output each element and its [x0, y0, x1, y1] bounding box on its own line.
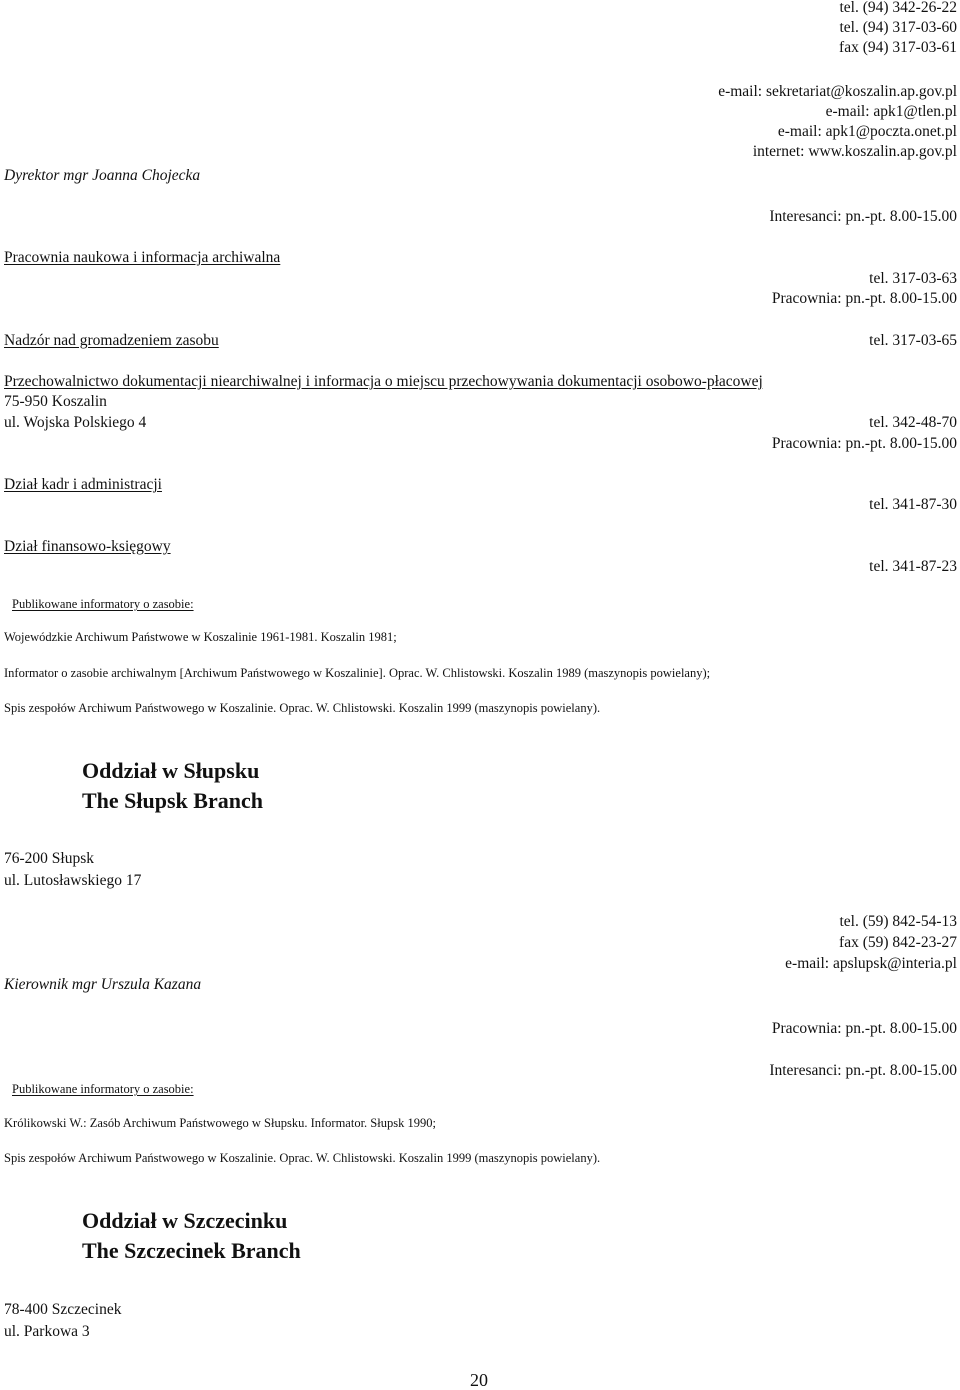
pracownia-naukowa-hours: Pracownia: pn.-pt. 8.00-15.00 [771, 290, 957, 307]
przechowalnictwo-street: ul. Wojska Polskiego 4 [4, 414, 147, 431]
przechowalnictwo-hours: Pracownia: pn.-pt. 8.00-15.00 [771, 435, 957, 452]
slupsk-interesanci-hours: Interesanci: pn.-pt. 8.00-15.00 [769, 1062, 957, 1079]
nadzor-tel: tel. 317-03-65 [869, 332, 957, 349]
slupsk-publications-heading: Publikowane informatory o zasobie: [12, 1082, 194, 1096]
nadzor-label: Nadzór nad gromadzeniem zasobu [4, 332, 219, 349]
przechowalnictwo-postal: 75-950 Koszalin [4, 393, 107, 410]
page-number: 20 [470, 1370, 488, 1390]
slupsk-publication-2: Spis zespołów Archiwum Państwowego w Koszalinie. Oprac. W. Chlistowski. Koszalin 1999 (maszynopis powielany). [4, 1151, 601, 1165]
koszalin-interesanci-hours: Interesanci: pn.-pt. 8.00-15.00 [769, 208, 957, 225]
przechowalnictwo-tel: tel. 342-48-70 [869, 414, 957, 431]
slupsk-manager: Kierownik mgr Urszula Kazana [4, 976, 202, 993]
koszalin-email-2[interactable]: e-mail: apk1@tlen.pl [825, 103, 957, 120]
finanse-tel: tel. 341-87-23 [869, 558, 957, 575]
koszalin-email-3[interactable]: e-mail: apk1@poczta.onet.pl [777, 123, 957, 140]
slupsk-publication-1: Królikowski W.: Zasób Archiwum Państwowego w Słupsku. Informator. Słupsk 1990; [4, 1116, 436, 1130]
slupsk-tel: tel. (59) 842-54-13 [839, 913, 957, 930]
przechowalnictwo-label: Przechowalnictwo dokumentacji niearchiwalnej i informacja o miejscu przechowywania dokumentacji osobowo-płacowej [4, 373, 763, 390]
koszalin-website[interactable]: internet: www.koszalin.ap.gov.pl [752, 143, 957, 160]
slupsk-pracownia-hours: Pracownia: pn.-pt. 8.00-15.00 [771, 1020, 957, 1037]
koszalin-publications-heading: Publikowane informatory o zasobie: [12, 597, 194, 611]
koszalin-publication-2: Informator o zasobie archiwalnym [Archiwum Państwowego w Koszalinie]. Oprac. W. Chlistowski. Koszalin 1989 (maszynopis powielany); [4, 666, 711, 680]
finanse-label: Dział finansowo-księgowy [4, 538, 171, 555]
slupsk-title-en: The Słupsk Branch [82, 788, 263, 813]
slupsk-street: ul. Lutosławskiego 17 [4, 872, 142, 889]
koszalin-fax: fax (94) 317-03-61 [839, 39, 957, 56]
koszalin-director: Dyrektor mgr Joanna Chojecka [4, 167, 201, 184]
slupsk-title-pl: Oddział w Słupsku [82, 758, 260, 783]
koszalin-tel-1: tel. (94) 342-26-22 [839, 0, 957, 16]
koszalin-publication-1: Wojewódzkie Archiwum Państwowe w Koszalinie 1961-1981. Koszalin 1981; [4, 630, 397, 644]
szczecinek-title-en: The Szczecinek Branch [82, 1238, 301, 1263]
pracownia-naukowa-tel: tel. 317-03-63 [869, 270, 957, 287]
szczecinek-postal: 78-400 Szczecinek [4, 1301, 122, 1318]
koszalin-tel-2: tel. (94) 317-03-60 [839, 19, 957, 36]
koszalin-email-1[interactable]: e-mail: sekretariat@koszalin.ap.gov.pl [718, 83, 957, 100]
szczecinek-street: ul. Parkowa 3 [4, 1323, 90, 1340]
pracownia-naukowa-label: Pracownia naukowa i informacja archiwalna [4, 249, 281, 266]
koszalin-publication-3: Spis zespołów Archiwum Państwowego w Koszalinie. Oprac. W. Chlistowski. Koszalin 1999 (maszynopis powielany). [4, 701, 601, 715]
slupsk-fax: fax (59) 842-23-27 [839, 934, 957, 951]
kadry-tel: tel. 341-87-30 [869, 496, 957, 513]
slupsk-email[interactable]: e-mail: apslupsk@interia.pl [785, 955, 957, 972]
szczecinek-title-pl: Oddział w Szczecinku [82, 1208, 288, 1233]
kadry-label: Dział kadr i administracji [4, 476, 162, 493]
slupsk-postal: 76-200 Słupsk [4, 850, 94, 867]
